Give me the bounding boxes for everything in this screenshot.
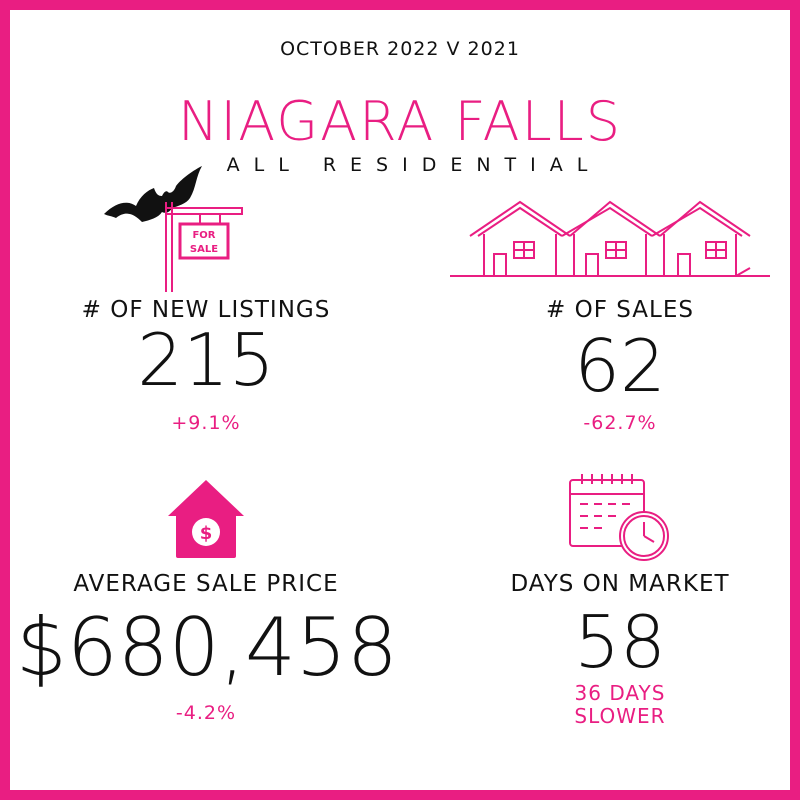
days-on-market-note <box>460 682 780 728</box>
days-on-market-value: 58 <box>574 600 666 684</box>
days-on-market-label: DAYS ON MARKET <box>510 571 730 597</box>
svg-text:$: $ <box>199 523 213 544</box>
house-dollar-icon <box>166 478 246 560</box>
average-price-change: -4.2% <box>175 702 237 724</box>
houses-icon <box>450 196 770 282</box>
average-price-value: $680,458 <box>16 601 398 694</box>
property-type-subtitle: ALL RESIDENTIAL <box>226 154 602 176</box>
new-listings-label: # OF NEW LISTINGS <box>81 297 331 323</box>
new-listings-value: 215 <box>137 318 275 402</box>
for-sale-sign-icon <box>156 202 246 292</box>
calendar-clock-icon <box>568 472 672 564</box>
period-label: OCTOBER 2022 V 2021 <box>280 38 520 60</box>
days-on-market-note-line2: SLOWER <box>574 704 666 728</box>
days-on-market-note-line1: 36 DAYS <box>574 681 666 705</box>
city-title: NIAGARA FALLS <box>177 90 623 153</box>
new-listings-change: +9.1% <box>171 412 241 434</box>
sales-label: # OF SALES <box>546 297 694 323</box>
sales-change: -62.7% <box>583 412 657 434</box>
svg-text:FOR: FOR <box>192 230 216 241</box>
sales-value: 62 <box>574 324 666 408</box>
svg-text:SALE: SALE <box>189 244 219 255</box>
average-price-label: AVERAGE SALE PRICE <box>73 571 339 597</box>
